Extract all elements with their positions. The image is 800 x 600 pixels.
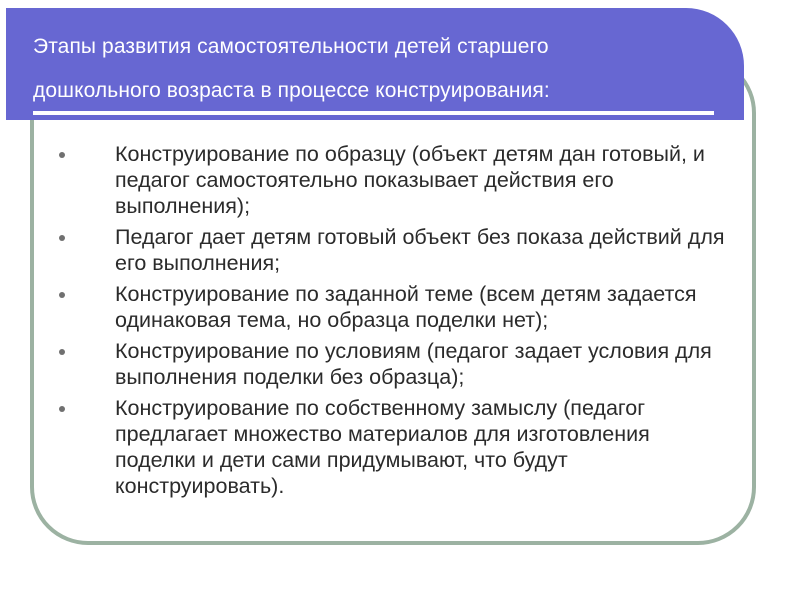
- title-underline: [33, 111, 714, 115]
- bullet-list: [55, 141, 735, 499]
- bullet-text: Конструирование по собственному замыслу (педагог предлагает множество материалов для изготовления поделки и дети сами придумывают, что будут конструировать).: [115, 396, 650, 498]
- bullet-text: Конструирование по образцу (объект детям дан готовый, и педагог самостоятельно показывает действия его выполнения);: [115, 142, 705, 218]
- bullet-dot-icon: [59, 406, 65, 412]
- bullet-item: [55, 338, 735, 390]
- bullet-text: Конструирование по условиям (педагог задает условия для выполнения поделки без образца);: [115, 339, 712, 389]
- bullet-dot-icon: [59, 235, 65, 241]
- bullet-item: [55, 224, 735, 276]
- slide-title-line-1: Этапы развития самостоятельности детей старшего: [33, 35, 549, 58]
- slide-title-line-2: дошкольного возраста в процессе конструирования:: [33, 79, 550, 102]
- bullet-dot-icon: [59, 152, 65, 158]
- slide-body: [55, 141, 735, 504]
- title-banner: [6, 8, 744, 120]
- bullet-item: [55, 395, 735, 499]
- bullet-text: Педагог дает детям готовый объект без показа действий для его выполнения;: [115, 225, 725, 275]
- bullet-item: [55, 281, 735, 333]
- bullet-dot-icon: [59, 292, 65, 298]
- bullet-text: Конструирование по заданной теме (всем детям задается одинаковая тема, но образца поделки нет);: [115, 282, 697, 332]
- bullet-item: [55, 141, 735, 219]
- bullet-dot-icon: [59, 349, 65, 355]
